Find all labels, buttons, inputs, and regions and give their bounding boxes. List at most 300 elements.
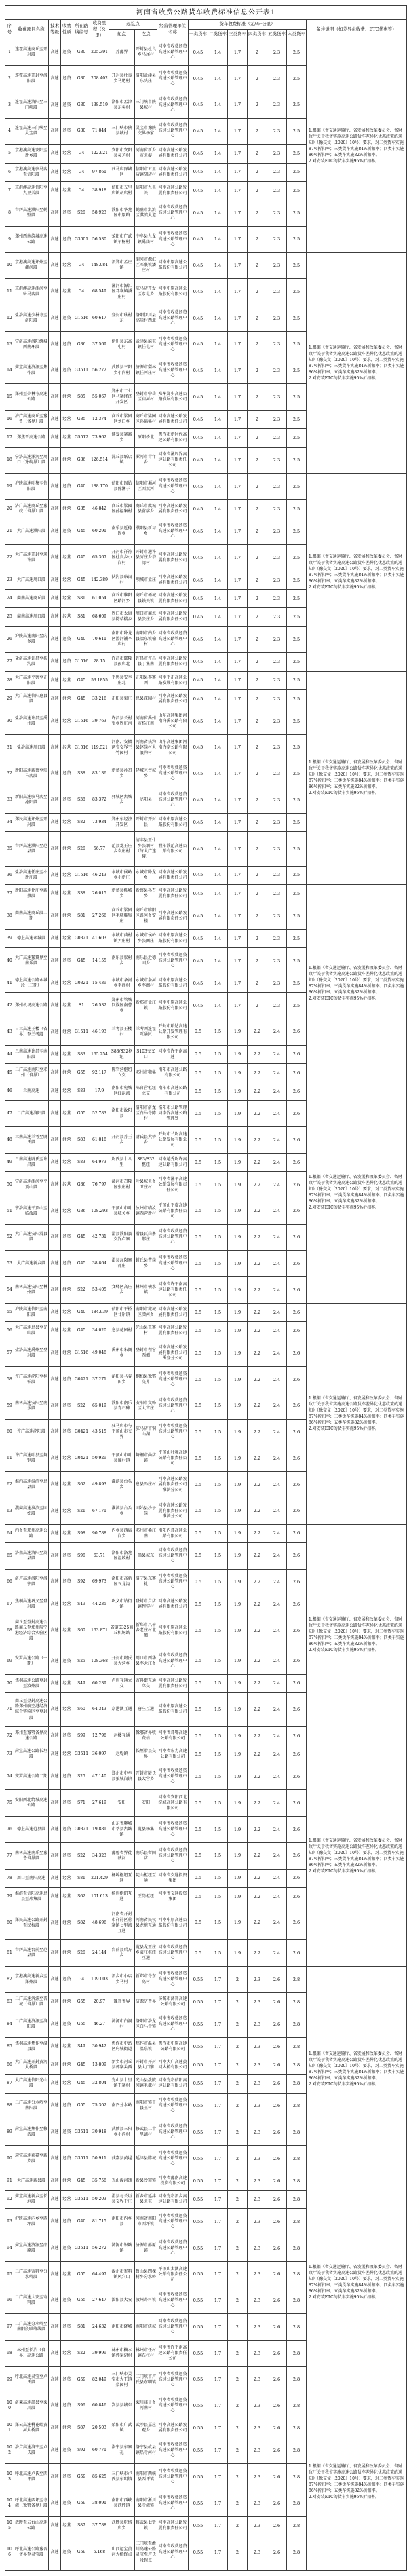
cell-route-no: G55 xyxy=(73,1063,90,1082)
cell-route-no: G40 xyxy=(73,1303,90,1321)
cell-seq: 17 xyxy=(5,429,14,447)
cell-tech-level: 高速 xyxy=(49,608,61,626)
cell-operator: 河南中原高速公路股份有限公司 xyxy=(157,929,189,947)
cell-end-point: 息县冯庄村 xyxy=(135,1472,157,1498)
cell-tech-level: 高速 xyxy=(49,66,61,92)
cell-rate-class-3: 2 xyxy=(228,1967,248,1993)
cell-project-name: 南林高速安阳至南乐段 xyxy=(14,1393,49,1419)
cell-route-no: G55 xyxy=(73,1992,90,2011)
cell-operator: 河南省收费还贷高速公路管理中心 xyxy=(157,474,189,500)
cell-rate-class-2: 1.5 xyxy=(208,1322,228,1340)
cell-rate-class-3: 1.7 xyxy=(228,200,248,227)
cell-rate-class-4: 2 xyxy=(248,671,267,689)
cell-mileage: 163.871 xyxy=(90,1614,109,1648)
cell-route-no: S83 xyxy=(73,1127,90,1154)
cell-seq: 49 xyxy=(5,1153,14,1171)
cell-rate-class-5: 2.6 xyxy=(267,2146,287,2172)
cell-rate-class-6: 2.5 xyxy=(287,474,307,500)
cell-rate-class-1: 0.5 xyxy=(189,1340,208,1367)
cell-start-point: 尉氏县十八里 xyxy=(109,1153,135,1171)
cell-rate-class-2: 1.5 xyxy=(208,1419,228,1445)
cell-rate-class-5: 2.4 xyxy=(267,1569,287,1595)
cell-operator: 河南省漯平高速公路发展有限责任公司 xyxy=(157,1172,189,1198)
cell-mileage: 73.962 xyxy=(90,429,109,447)
cell-mileage: 65.367 xyxy=(90,545,109,571)
cell-mileage: 148.084 xyxy=(90,252,109,279)
cell-rate-class-6: 2.8 xyxy=(287,2261,307,2288)
cell-rate-class-3: 1.7 xyxy=(228,787,248,814)
cell-seq: 9 xyxy=(5,226,14,252)
cell-project-name: 德上高速永城段 xyxy=(14,929,49,947)
cell-rate-class-1: 0.55 xyxy=(189,2037,208,2056)
cell-mileage: 58.923 xyxy=(90,200,109,227)
cell-end-point: 南乐县留固店 xyxy=(135,1842,157,1869)
cell-start-point: 郑州市二七区马寨经济开发区 xyxy=(109,384,135,411)
cell-start-point: 滑县与长垣县交界于庄 xyxy=(109,2191,135,2209)
cell-operator: 河南高速公路发展有限责任公司 xyxy=(157,884,189,903)
cell-rate-class-6: 2.6 xyxy=(287,1569,307,1595)
cell-operator: 河南高速公路发展有限责任公司 xyxy=(157,181,189,200)
remark-line: 1.根据《省交通运输厅、省发展和改革委员会、省财政厅关于我省实施高速公路货车差异化优惠政策的通知》（豫交文〔2020〕10号）要求，对二类货车实施87%折扣率；三类货车实施84%折扣率；四类车实施86%折扣率；五类车实施82%折扣率。 xyxy=(309,965,404,995)
cell-rate-class-1: 0.45 xyxy=(189,571,208,589)
cell-tech-level: 高速 xyxy=(49,671,61,689)
cell-tech-level: 高速 xyxy=(49,1019,61,1045)
cell-route-no: S71 xyxy=(73,1790,90,1817)
cell-rate-class-1: 0.5 xyxy=(189,1569,208,1595)
cell-route-no: G36 xyxy=(73,331,90,358)
cell-rate-class-1: 0.5 xyxy=(189,1045,208,1063)
cell-end-point: 登封市程窑西侧 xyxy=(135,1340,157,1367)
cell-project-name: 呼北高速公路豫晋省界至灵宝段 xyxy=(14,2535,49,2571)
cell-rate-class-3: 1.7 xyxy=(228,761,248,787)
cell-operator: 河南高速公路发展有限责任公司 xyxy=(157,866,189,884)
remarks-cell xyxy=(307,1745,407,1967)
cell-operator: 河南省收费还贷高速公路管理中心 xyxy=(157,1569,189,1595)
cell-rate-class-1: 0.55 xyxy=(189,2535,208,2571)
cell-seq: 13 xyxy=(5,331,14,358)
cell-start-point: 杨埠枢纽互通 xyxy=(109,1869,135,1887)
cell-tech-level: 高速 xyxy=(49,2056,61,2075)
cell-rate-class-3: 1.7 xyxy=(228,571,248,589)
cell-rate-class-1: 0.5 xyxy=(189,1727,208,1745)
cell-rate-class-4: 2.2 xyxy=(248,1153,267,1171)
cell-rate-class-1: 0.45 xyxy=(189,832,208,866)
cell-rate-class-2: 1.5 xyxy=(208,1524,228,1542)
cell-toll-nature: 经营 xyxy=(61,1524,73,1542)
cell-rate-class-2: 1.4 xyxy=(208,761,228,787)
cell-end-point: 开封市通许县厉庄乡塔湾村 xyxy=(135,545,157,571)
cell-project-name: 淮内高速淮滨至息县段 xyxy=(14,1472,49,1498)
cell-route-no: S38 xyxy=(73,761,90,787)
cell-start-point: 新乡市小店乡马村 xyxy=(109,1967,135,1993)
cell-rate-class-1: 0.45 xyxy=(189,429,208,447)
cell-rate-class-1: 0.55 xyxy=(189,2146,208,2172)
cell-project-name: 焦桐高速巩义至登封段 xyxy=(14,1595,49,1614)
cell-rate-class-5: 2.3 xyxy=(267,331,287,358)
remark-line: 2.对安装ETC的货车实施95%折扣率。 xyxy=(309,1647,380,1652)
remark-line: 2.对安装ETC的货车实施95%折扣率。 xyxy=(309,585,380,590)
cell-seq: 47 xyxy=(5,1101,14,1127)
cell-rate-class-2: 1.4 xyxy=(208,500,228,518)
cell-end-point: 修武县七贤镇 xyxy=(135,2516,157,2535)
cell-tech-level: 高速 xyxy=(49,734,61,761)
cell-rate-class-3: 1.9 xyxy=(228,1127,248,1154)
cell-project-name: 新阳高速化庄至新蔡段 xyxy=(14,884,49,903)
cell-start-point: 南阳市内乡县 xyxy=(109,2209,135,2235)
cell-rate-class-1: 0.55 xyxy=(189,2011,208,2038)
cell-route-no: G0321 xyxy=(73,1817,90,1843)
cell-operator: 河南越秀尉许高速公路有限公司 xyxy=(157,1153,189,1171)
cell-rate-class-6: 2.6 xyxy=(287,1472,307,1498)
cell-start-point: 漯河市召陵区张庄村 xyxy=(109,1172,135,1198)
cell-seq: 98 xyxy=(5,2341,14,2367)
cell-rate-class-1: 0.45 xyxy=(189,39,208,66)
cell-project-name: 二广高速分水岭至南阳段 xyxy=(14,2093,49,2119)
cell-seq: 4 xyxy=(5,118,14,145)
cell-rate-class-2: 1.5 xyxy=(208,1019,228,1045)
cell-mileage: 64.343 xyxy=(90,1692,109,1726)
cell-rate-class-1: 0.55 xyxy=(189,2075,208,2093)
cell-tech-level: 高速 xyxy=(49,1101,61,1127)
cell-seq: 76 xyxy=(5,1817,14,1843)
cell-toll-nature: 还贷 xyxy=(61,358,73,384)
cell-route-no: S87 xyxy=(73,2419,90,2438)
cell-rate-class-5: 2.6 xyxy=(267,2119,287,2146)
cell-rate-class-4: 2.2 xyxy=(248,1127,267,1154)
cell-operator: 洛阳市公路管理局洛界高速公路管理处 xyxy=(157,1101,189,1127)
cell-rate-class-6: 2.5 xyxy=(287,384,307,411)
cell-operator: 河南省许平南高速 xyxy=(157,1045,189,1063)
cell-rate-class-4: 2.2 xyxy=(248,1498,267,1524)
cell-route-no: G4 xyxy=(73,145,90,163)
cell-rate-class-2: 1.4 xyxy=(208,545,228,571)
cell-rate-class-4: 2.3 xyxy=(248,2209,267,2235)
cell-end-point: 陡山枢纽互通 xyxy=(135,1869,157,1887)
table-row xyxy=(5,671,407,689)
cell-rate-class-5: 2.3 xyxy=(267,226,287,252)
cell-rate-class-3: 1.7 xyxy=(228,884,248,903)
cell-rate-class-2: 1.5 xyxy=(208,1569,228,1595)
cell-rate-class-4: 2.3 xyxy=(248,2075,267,2093)
cell-start-point: 光山县十里镇王寨村 xyxy=(109,2075,135,2093)
cell-route-no: G5512 xyxy=(73,429,90,447)
cell-operator: 河南省收费还贷高速公路管理中心 xyxy=(157,358,189,384)
cell-tech-level: 高速 xyxy=(49,2438,61,2464)
cell-end-point: 许昌市许昌县丁集南 xyxy=(135,653,157,671)
cell-rate-class-2: 1.4 xyxy=(208,974,228,992)
cell-tech-level: 高速 xyxy=(49,2366,61,2393)
cell-operator: 河南省收费还贷高速公路管理中心 xyxy=(157,2235,189,2262)
cell-rate-class-2: 1.4 xyxy=(208,411,228,429)
cell-project-name: 宁洛高速平顶山至临汝段 xyxy=(14,1198,49,1224)
cell-route-no: G45 xyxy=(73,518,90,545)
cell-tech-level: 高速 xyxy=(49,1082,61,1101)
cell-operator: 河南省收费还贷高速公路管理中心 xyxy=(157,1940,189,1967)
cell-operator: 南阳市高速公路有限公司 xyxy=(157,1082,189,1101)
cell-tech-level: 高速 xyxy=(49,1674,61,1692)
cell-project-name: 二广高速济源至洛阳段 xyxy=(14,2011,49,2038)
cell-rate-class-4: 2.3 xyxy=(248,2393,267,2419)
remark-line: 2.对安装ETC的货车实施95%折扣率。 xyxy=(309,2081,380,2087)
cell-rate-class-5: 2.3 xyxy=(267,993,287,1019)
cell-rate-class-2: 1.5 xyxy=(208,1127,228,1154)
cell-toll-nature: 经营 xyxy=(61,1906,73,1940)
cell-route-no: G3511 xyxy=(73,2146,90,2172)
cell-rate-class-5: 2.3 xyxy=(267,787,287,814)
cell-operator: 河南高速公路发展有限责任公司 xyxy=(157,1674,189,1692)
cell-seq: 55 xyxy=(5,1303,14,1321)
cell-start-point: 开封县杜良乡马尾村 xyxy=(109,66,135,92)
cell-tech-level: 高速 xyxy=(49,384,61,411)
cell-rate-class-4: 2.2 xyxy=(248,1595,267,1614)
cell-route-no: G0321 xyxy=(73,974,90,992)
cell-tech-level: 高速 xyxy=(49,2146,61,2172)
cell-project-name: 郑民高速郑州至开封段 xyxy=(14,814,49,832)
cell-rate-class-5: 2.4 xyxy=(267,1940,287,1967)
cell-seq: 79 xyxy=(5,1887,14,1906)
cell-rate-class-5: 2.6 xyxy=(267,2464,287,2490)
cell-rate-class-1: 0.55 xyxy=(189,2464,208,2490)
cell-rate-class-1: 0.5 xyxy=(189,1063,208,1082)
cell-rate-class-1: 0.5 xyxy=(189,1498,208,1524)
cell-seq: 34 xyxy=(5,814,14,832)
cell-mileage: 27.647 xyxy=(90,2288,109,2314)
cell-route-no: S81 xyxy=(73,903,90,930)
cell-rate-class-4: 2.2 xyxy=(248,1524,267,1542)
cell-rate-class-1: 0.55 xyxy=(189,2490,208,2517)
cell-end-point: 商丘市虞城县营廓乡 xyxy=(135,500,157,518)
cell-end-point: 安阳市文峰区大官庄 xyxy=(135,1393,157,1419)
cell-operator: 河南省收费还贷高速公路管理中心 xyxy=(157,761,189,787)
cell-rate-class-3: 1.7 xyxy=(228,832,248,866)
cell-toll-nature: 经营 xyxy=(61,866,73,884)
cell-route-no: G1516 xyxy=(73,653,90,671)
cell-rate-class-4: 2 xyxy=(248,993,267,1019)
cell-project-name: 二广高速大安至寄料段 xyxy=(14,2288,49,2314)
cell-rate-class-4: 2 xyxy=(248,358,267,384)
cell-rate-class-6: 2.5 xyxy=(287,948,307,974)
cell-rate-class-3: 1.9 xyxy=(228,1524,248,1542)
cell-project-name: 郑州至少林寺高速公路 xyxy=(14,384,49,411)
cell-mileage: 61.054 xyxy=(90,590,109,608)
cell-start-point: 杨店枢纽互通 xyxy=(109,1887,135,1906)
cell-end-point: 范县龙王庄乡袁庄枢纽互通 xyxy=(135,1940,157,1967)
cell-end-point: 林州市横水镇 xyxy=(135,1277,157,1304)
cell-toll-nature: 经营 xyxy=(61,1019,73,1045)
cell-operator: 南阳内邓高速公路有限公司 xyxy=(157,1524,189,1542)
cell-seq: 29 xyxy=(5,689,14,708)
cell-seq: 89 xyxy=(5,2119,14,2146)
cell-rate-class-6: 2.8 xyxy=(287,2146,307,2172)
cell-rate-class-3: 1.9 xyxy=(228,1224,248,1251)
cell-mileage: 43.515 xyxy=(90,1419,109,1445)
cell-end-point: 三门峡至淅川高速公路灵宝至卢氏段起点 xyxy=(135,2535,157,2571)
cell-mileage: 13.809 xyxy=(90,2056,109,2075)
cell-end-point: 洛阳市洛龙区白马寺陈村 xyxy=(135,1101,157,1127)
cell-start-point: 苏豫界 xyxy=(109,39,135,66)
col-header-truck-class-2: 二类货车 xyxy=(208,29,228,39)
cell-toll-nature: 经营 xyxy=(61,903,73,930)
cell-rate-class-4: 2.2 xyxy=(248,1869,267,1887)
cell-rate-class-4: 2.2 xyxy=(248,1393,267,1419)
cell-rate-class-4: 2.3 xyxy=(248,2011,267,2038)
cell-mileage: 24.632 xyxy=(90,2314,109,2341)
cell-rate-class-1: 0.45 xyxy=(189,974,208,992)
cell-start-point: 永城市茴村镇尹庄村 xyxy=(109,929,135,947)
cell-seq: 100 xyxy=(5,2393,14,2419)
cell-rate-class-5: 2.4 xyxy=(267,1727,287,1745)
cell-toll-nature: 经营 xyxy=(61,2037,73,2056)
cell-rate-class-4: 2.2 xyxy=(248,1887,267,1906)
cell-mileage: 30.942 xyxy=(90,2037,109,2056)
cell-rate-class-5: 2.4 xyxy=(267,1303,287,1321)
cell-start-point: 新蔡县栎城乡 xyxy=(109,884,135,903)
cell-operator: 河南光彩信阳高速公路有限公司 xyxy=(157,2075,189,2093)
cell-route-no: G3001 xyxy=(73,226,90,252)
cell-end-point: 驻马店开发区水屯乡 xyxy=(135,279,157,305)
cell-project-name: 菏宝高速新乡至长垣段 xyxy=(14,2191,49,2209)
cell-rate-class-1: 0.55 xyxy=(189,2516,208,2535)
cell-operator: 河南省邓鄂高速公路有限公司 xyxy=(157,1727,189,1745)
cell-project-name: 宁洛高速漯河至周口（豫皖界）段 xyxy=(14,447,49,474)
cell-rate-class-2: 1.4 xyxy=(208,279,228,305)
cell-seq: 32 xyxy=(5,761,14,787)
cell-seq: 83 xyxy=(5,1992,14,2011)
cell-toll-nature: 还贷 xyxy=(61,1648,73,1674)
cell-project-name: 二广高速洛阳段 xyxy=(14,1101,49,1127)
remark-line: 1.根据《省交通运输厅、省发展和改革委员会、省财政厅关于我省实施高速公路货车差异化优惠政策的通知》（豫交文〔2020〕10号）要求，对二类货车实施87%折扣率；三类货车实施84%折扣率；四类车实施86%折扣率；五类车实施82%折扣率。 xyxy=(309,2051,404,2081)
cell-mileage: 20.503 xyxy=(90,2419,109,2438)
cell-rate-class-5: 2.3 xyxy=(267,200,287,227)
cell-rate-class-6: 2.8 xyxy=(287,2438,307,2464)
cell-rate-class-2: 1.4 xyxy=(208,734,228,761)
cell-project-name: 郑州机场高速公路 xyxy=(14,993,49,1019)
cell-route-no: G45 xyxy=(73,1224,90,1251)
cell-rate-class-6: 2.8 xyxy=(287,2191,307,2209)
cell-seq: 54 xyxy=(5,1277,14,1304)
cell-rate-class-3: 1.7 xyxy=(228,384,248,411)
cell-rate-class-5: 2.3 xyxy=(267,447,287,474)
cell-rate-class-6: 2.5 xyxy=(287,305,307,332)
cell-seq: 90 xyxy=(5,2146,14,2172)
cell-end-point: 信阳市九里关 xyxy=(135,181,157,200)
cell-toll-nature: 经营 xyxy=(61,1472,73,1498)
cell-rate-class-1: 0.45 xyxy=(189,590,208,608)
cell-rate-class-6: 2.5 xyxy=(287,411,307,429)
cell-end-point: 永城市条河乡李阁村 xyxy=(135,974,157,992)
cell-rate-class-3: 1.7 xyxy=(228,429,248,447)
cell-operator: 河南省宏力高速公路有限公司 xyxy=(157,1745,189,1764)
cell-tech-level: 高速 xyxy=(49,1419,61,1445)
cell-rate-class-6: 2.8 xyxy=(287,2056,307,2075)
cell-route-no: G40 xyxy=(73,474,90,500)
cell-rate-class-3: 1.9 xyxy=(228,1101,248,1127)
cell-rate-class-2: 1.4 xyxy=(208,832,228,866)
cell-project-name: 盐洛高速周口段 xyxy=(14,734,49,761)
cell-rate-class-2: 1.7 xyxy=(208,2341,228,2367)
cell-rate-class-1: 0.45 xyxy=(189,903,208,930)
cell-route-no: S62 xyxy=(73,1887,90,1906)
cell-operator: 河南省收费还贷高速公路管理中心 xyxy=(157,2490,189,2517)
cell-toll-nature: 经营 xyxy=(61,2516,73,2535)
cell-toll-nature: 还贷 xyxy=(61,2314,73,2341)
cell-toll-nature: 经营 xyxy=(61,1277,73,1304)
cell-route-no: S22 xyxy=(73,1393,90,1419)
cell-rate-class-4: 2.2 xyxy=(248,1019,267,1045)
cell-tech-level: 高速 xyxy=(49,2191,61,2209)
cell-rate-class-5: 2.3 xyxy=(267,92,287,118)
cell-rate-class-6: 2.5 xyxy=(287,708,307,735)
cell-mileage: 50.203 xyxy=(90,2191,109,2209)
cell-toll-nature: 经营 xyxy=(61,1198,73,1224)
cell-route-no: S49 xyxy=(73,2037,90,2056)
cell-end-point: 南乐县近德固乡 xyxy=(135,948,157,974)
cell-end-point: 信阳市浉河区西双河 xyxy=(135,474,157,500)
cell-rate-class-1: 0.55 xyxy=(189,2314,208,2341)
cell-end-point: 固始县沙子岗 xyxy=(135,1498,157,1524)
cell-rate-class-6: 2.6 xyxy=(287,1764,307,1790)
cell-mileage: 39.999 xyxy=(90,2341,109,2367)
cell-rate-class-1: 0.45 xyxy=(189,734,208,761)
cell-rate-class-2: 1.5 xyxy=(208,1251,228,1277)
cell-mileage: 44.235 xyxy=(90,1595,109,1614)
cell-route-no: G3511 xyxy=(73,2119,90,2146)
cell-rate-class-4: 2.3 xyxy=(248,2438,267,2464)
cell-start-point: 南阳市宛城区红泥湾 xyxy=(109,1082,135,1101)
cell-route-no: S21 xyxy=(73,1498,90,1524)
cell-end-point: 开封市开封县大门寨 xyxy=(135,2056,157,2075)
cell-mileage: 27.266 xyxy=(90,903,109,930)
cell-toll-nature: 经营 xyxy=(61,1153,73,1171)
cell-rate-class-1: 0.5 xyxy=(189,1172,208,1198)
cell-rate-class-4: 2.3 xyxy=(248,2490,267,2517)
cell-operator: 南阳市高速公路有限公司 xyxy=(157,1063,189,1082)
cell-mileage: 70.611 xyxy=(90,626,109,653)
cell-rate-class-4: 2.3 xyxy=(248,2037,267,2056)
cell-tech-level: 高速 xyxy=(49,447,61,474)
cell-rate-class-3: 1.7 xyxy=(228,474,248,500)
cell-rate-class-2: 1.4 xyxy=(208,903,228,930)
cell-rate-class-2: 1.7 xyxy=(208,2464,228,2490)
cell-rate-class-2: 1.7 xyxy=(208,2438,228,2464)
cell-mileage: 83.136 xyxy=(90,761,109,787)
cell-rate-class-6: 2.5 xyxy=(287,358,307,384)
cell-toll-nature: 经营 xyxy=(61,384,73,411)
cell-project-name: 武陟至云台山高速公路 xyxy=(14,2516,49,2535)
cell-rate-class-4: 2.3 xyxy=(248,2341,267,2367)
cell-end-point: 兰考西连霍互通区 xyxy=(135,1019,157,1045)
cell-start-point: 荥阳市广武镇 xyxy=(109,2419,135,2438)
cell-route-no: S25 xyxy=(73,1648,90,1674)
cell-rate-class-3: 1.9 xyxy=(228,1940,248,1967)
cell-rate-class-5: 2.3 xyxy=(267,653,287,671)
cell-rate-class-5: 2.4 xyxy=(267,1595,287,1614)
cell-start-point: 新乡市封丘县郭寨头西 xyxy=(109,2056,135,2075)
cell-rate-class-4: 2 xyxy=(248,590,267,608)
cell-rate-class-1: 0.55 xyxy=(189,2191,208,2209)
cell-toll-nature: 还贷 xyxy=(61,2535,73,2571)
cell-rate-class-2: 1.7 xyxy=(208,2393,228,2419)
cell-mileage: 34.323 xyxy=(90,1842,109,1869)
cell-rate-class-6: 2.8 xyxy=(287,2393,307,2419)
cell-start-point: 获嘉县黄堤 xyxy=(109,2146,135,2172)
cell-operator: 平顶山平临高速公路有限责任公司 xyxy=(157,1198,189,1224)
cell-rate-class-1: 0.5 xyxy=(189,1445,208,1472)
cell-mileage: 27.619 xyxy=(90,1790,109,1817)
cell-start-point: 正阳县梁庄 xyxy=(109,689,135,708)
cell-project-name: 德上高速公路永城段（二期） xyxy=(14,974,49,992)
cell-seq: 59 xyxy=(5,1393,14,1419)
